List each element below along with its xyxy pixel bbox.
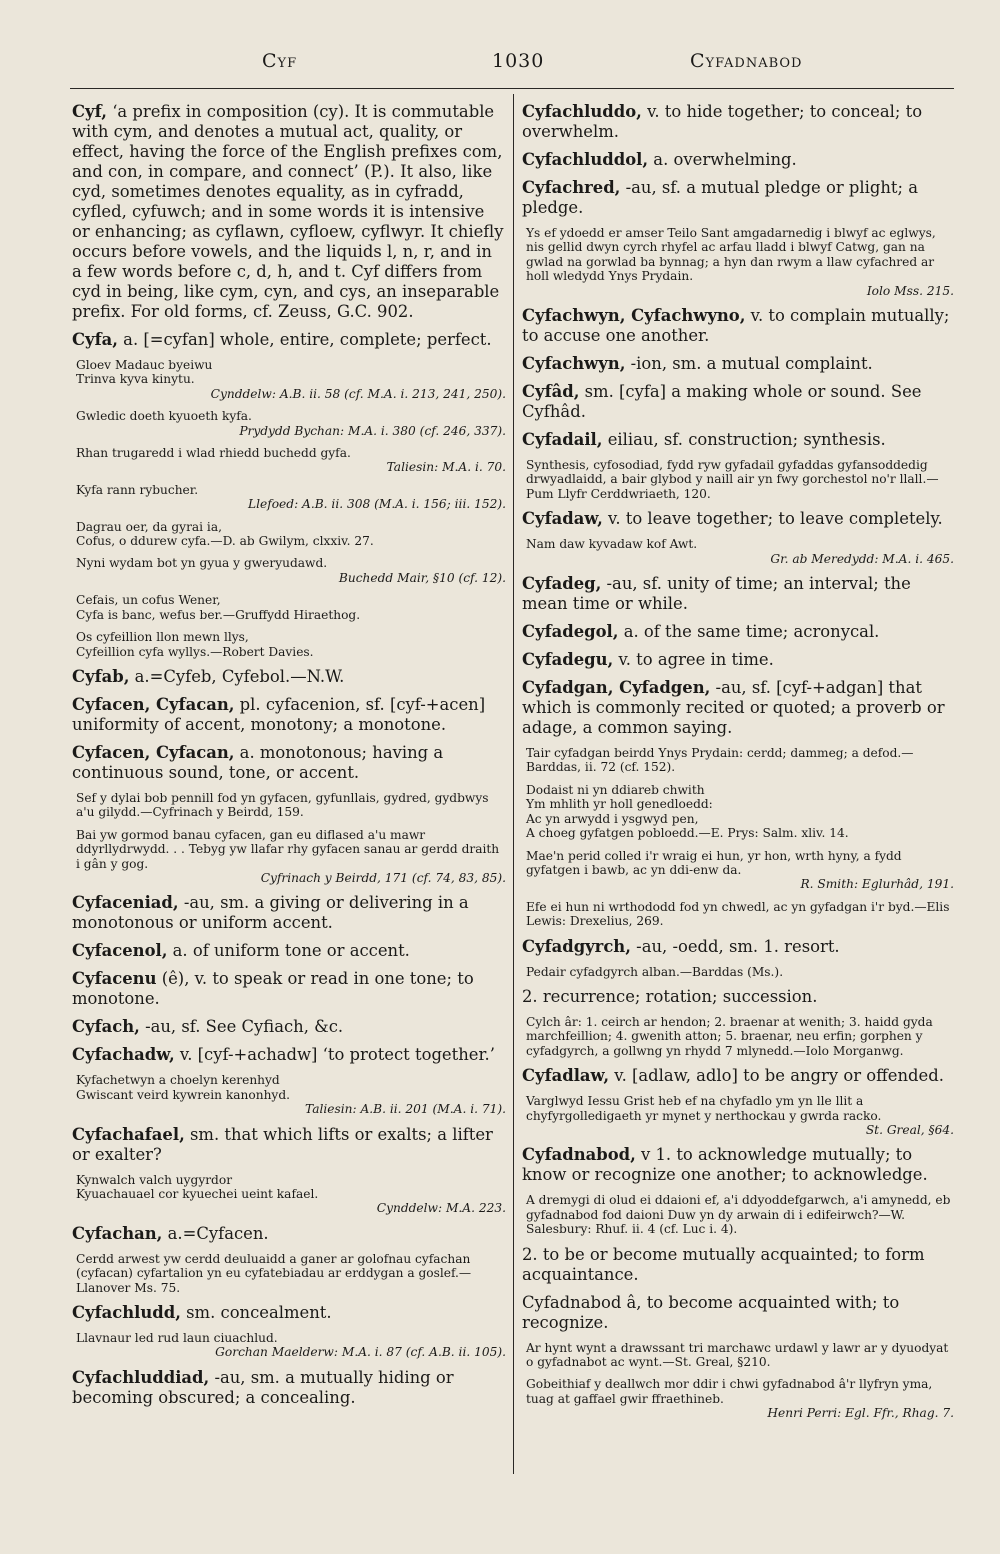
dictionary-entry: [522, 430, 954, 450]
quote-line: Gobeithiaf y deallwch mor ddir i chwi gyfadnabod â'r llyfryn yma, tuag at gaffael gwir ffraethineb.: [526, 1377, 933, 1406]
dictionary-entry: [72, 1017, 506, 1037]
quote-line: Cyfa is banc, wefus ber.—Gruffydd Hiraethog.: [76, 607, 361, 622]
entry-headword: Cyfachafael,: [72, 1124, 185, 1144]
dictionary-entry: [522, 354, 954, 374]
entry-definition: 2. recurrence; rotation; succession.: [522, 986, 818, 1006]
citation-source: Gorchan Maelderw: M.A. i. 87 (cf. A.B. ii. 105).: [215, 1345, 506, 1360]
entry-definition: v. to leave together; to leave completely.: [608, 509, 943, 529]
entry-headword: Cyfaceniad,: [72, 893, 179, 913]
page-number: 1030: [492, 50, 545, 72]
entry-definition: -au, sf. a mutual pledge or plight; a pledge.: [522, 178, 918, 217]
quote-line: Kyfachetwyn a choelyn kerenhyd: [76, 1073, 280, 1088]
citation-quote: [72, 556, 506, 585]
entry-headword: Cyfadaw,: [522, 509, 603, 529]
citation-quote: [522, 1193, 954, 1236]
quote-line: Dagrau oer, da gyrai ia,: [76, 519, 222, 534]
entry-headword: Cyfadnabod,: [522, 1145, 636, 1165]
dictionary-entry: [522, 1066, 954, 1086]
entry-definition: a. monotonous; having a continuous sound, tone, or accent.: [72, 742, 444, 782]
quote-line: Cefais, un cofus Wener,: [76, 593, 221, 608]
citation-source: Cyfrinach y Beirdd, 171 (cf. 74, 83, 85).: [260, 870, 506, 885]
citation-quote: [72, 409, 506, 438]
dictionary-entry: [72, 1125, 506, 1165]
quote-line: Kynwalch valch uygyrdor: [76, 1172, 233, 1187]
entry-headword: Cyfab,: [72, 666, 130, 686]
citation-quote: [522, 849, 954, 892]
running-head-left: Cyf: [262, 50, 298, 72]
entry-definition: -au, sm. a mutually hiding or becoming obscured; a concealing.: [72, 1367, 454, 1407]
citation-quote: [522, 537, 954, 566]
left-column: [72, 102, 506, 1416]
entry-definition: pl. cyfacenion, sf. [cyf-+acen] uniformity of accent, monotony; a monotone.: [72, 694, 486, 734]
quote-line: Llavnaur led rud laun ciuachlud.: [76, 1331, 278, 1345]
entry-definition: v. to hide together; to conceal; to overwhelm.: [522, 102, 923, 141]
entry-headword: Cyfacenu: [72, 969, 157, 989]
dictionary-entry: [72, 102, 506, 322]
citation-source: Henri Perri: Egl. Ffr., Rhag. 7.: [767, 1406, 954, 1421]
citation-quote: [522, 965, 954, 979]
dictionary-entry: [522, 574, 954, 614]
dictionary-entry: [72, 1368, 506, 1408]
quote-line: Trinva kyva kinytu.: [76, 372, 195, 387]
quote-line: Cofus, o ddurew cyfa.—D. ab Gwilym, clxxiv. 27.: [76, 534, 374, 549]
quote-line: Mae'n perid colled i'r wraig ei hun, yr hon, wrth hyny, a fydd gyfatgen i bawb, ac yn ddi-enw da.: [526, 848, 902, 877]
entry-definition: sm. that which lifts or exalts; a lifter or exalter?: [72, 1124, 493, 1164]
quote-line: Cylch âr: 1. ceirch ar hendon; 2. braenar at wenith; 3. haidd gyda marchfeillion; 4. gwenith atton; 5. braenar, neu erfin; gorphen y cyfadgyrch, a gollwng yn rhydd 7 mlynedd.—Iolo Morganwg.: [526, 1014, 933, 1058]
entry-definition: a. overwhelming.: [653, 150, 797, 169]
entry-definition: a.=Cyfeb, Cyfebol.—N.W.: [134, 666, 345, 686]
quote-line: Sef y dylai bob pennill fod yn gyfacen, gyfunllais, gydred, gydbwys a'u gilydd.—Cyfrinach y Beirdd, 159.: [76, 790, 489, 820]
entry-headword: Cyfacen, Cyfacan,: [72, 694, 235, 714]
quote-line: Os cyfeillion llon mewn llys,: [76, 630, 249, 645]
dictionary-entry: [522, 1145, 954, 1185]
citation-quote: [72, 791, 506, 820]
quote-line: Dodaist ni yn ddiareb chwith: [526, 782, 705, 797]
dictionary-entry: [522, 178, 954, 218]
entry-definition: 2. to be or become mutually acquainted; to form acquaintance.: [522, 1244, 925, 1284]
dictionary-entry: [522, 937, 954, 957]
quote-line: Cyfeillion cyfa wyllys.—Robert Davies.: [76, 644, 314, 659]
dictionary-entry: [522, 1245, 954, 1285]
citation-quote: [522, 1377, 954, 1420]
running-head-right: Cyfadnabod: [690, 50, 803, 72]
entry-headword: Cyfachluddol,: [522, 150, 649, 169]
dictionary-entry: [72, 1045, 506, 1065]
entry-definition: (ê), v. to speak or read in one tone; to monotone.: [72, 969, 474, 1009]
entry-definition: v. [adlaw, adlo] to be angry or offended.: [614, 1066, 944, 1086]
quote-line: Ym mhlith yr holl genedloedd:: [526, 797, 713, 812]
citation-quote: [72, 1173, 506, 1216]
citation-source: St. Greal, §64.: [865, 1122, 954, 1137]
entry-definition: a.=Cyfacen.: [167, 1223, 269, 1243]
citation-source: R. Smith: Eglurhâd, 191.: [800, 877, 954, 892]
citation-source: Cynddelw: M.A. 223.: [376, 1201, 506, 1216]
citation-quote: [72, 483, 506, 512]
entry-definition: a. of the same time; acronycal.: [623, 622, 880, 642]
citation-quote: [72, 358, 506, 401]
dictionary-entry: [72, 893, 506, 933]
entry-headword: Cyfacen, Cyfacan,: [72, 742, 235, 762]
citation-source: Gr. ab Meredydd: M.A. i. 465.: [770, 551, 954, 566]
entry-headword: Cyfachludd,: [72, 1303, 181, 1322]
entry-headword: Cyfachluddiad,: [72, 1367, 210, 1387]
entry-headword: Cyfachadw,: [72, 1045, 175, 1065]
quote-line: Rhan trugaredd i wlad rhiedd buchedd gyfa.: [76, 446, 351, 461]
citation-quote: [72, 630, 506, 659]
dictionary-entry: [522, 1293, 954, 1333]
dictionary-entry: [72, 1303, 506, 1323]
citation-quote: [522, 900, 954, 929]
citation-quote: [522, 1341, 954, 1370]
dictionary-entry: [72, 941, 506, 961]
entry-definition: v 1. to acknowledge mutually; to know or recognize one another; to acknowledge.: [522, 1145, 928, 1185]
quote-line: Tair cyfadgan beirdd Ynys Prydain: cerdd; dammeg; a defod.—Barddas, ii. 72 (cf. 152).: [526, 746, 914, 775]
entry-definition: a. of uniform tone or accent.: [172, 941, 410, 961]
entry-definition: a. [=cyfan] whole, entire, complete; perfect.: [123, 330, 492, 349]
citation-quote: [72, 828, 506, 886]
citation-quote: [522, 1094, 954, 1137]
dictionary-entry: [522, 150, 954, 170]
entry-headword: Cyfadegu,: [522, 650, 614, 670]
entry-headword: Cyfadail,: [522, 430, 603, 450]
entry-definition: sm. concealment.: [186, 1303, 332, 1322]
dictionary-entry: [72, 330, 506, 350]
citation-quote: [72, 1073, 506, 1116]
entry-headword: Cyf,: [72, 102, 107, 121]
quote-line: Bai yw gormod banau cyfacen, gan eu diflased a'u mawr ddyrllydrwydd. . . Tebyg yw llafar rhy gyfacen sanau ar gerdd draith i gân y gog.: [76, 827, 500, 871]
quote-line: Ac yn arwydd i ysgwyd pen,: [526, 811, 699, 826]
entry-definition: v. to agree in time.: [618, 650, 774, 670]
citation-quote: [72, 1331, 506, 1360]
quote-line: A choeg gyfatgen pobloedd.—E. Prys: Salm. xliv. 14.: [526, 826, 849, 841]
entry-definition: eiliau, sf. construction; synthesis.: [607, 430, 886, 450]
quote-line: Kyuachauael cor kyuechei ueint kafael.: [76, 1186, 319, 1201]
entry-definition: ‘a prefix in composition (cy). It is commutable with cym, and denotes a mutual act, quality, or effect, having the force of the English prefixes com, and con, in compare, and connect’ (P.). It also, like cyd, sometimes denotes equality, as in cyfradd, cyfled, cyfuwch; and in some words it is intensive or enhancing; as cyflawn, cyfloew, cyflwyr. It chiefly occurs before vowels, and the liquids l, n, r, and in a few words before c, d, h, and t. Cyf differs from cyd in being, like cym, cyn, and cys, an inseparable prefix. For old forms, cf. Zeuss, G.C. 902.: [72, 102, 504, 321]
dictionary-entry: [72, 695, 506, 735]
entry-definition: -au, sm. a giving or delivering in a monotonous or uniform accent.: [72, 893, 469, 933]
citation-source: Prydydd Bychan: M.A. i. 380 (cf. 246, 337).: [239, 423, 506, 438]
entry-definition: Cyfadnabod â, to become acquainted with; to recognize.: [522, 1292, 900, 1332]
entry-definition: sm. [cyfa] a making whole or sound. See Cyfhâd.: [522, 382, 922, 422]
entry-definition: -au, sf. See Cyfiach, &c.: [145, 1017, 344, 1037]
dictionary-entry: [72, 1224, 506, 1244]
dictionary-entry: [522, 987, 954, 1007]
entry-headword: Cyfadgyrch,: [522, 936, 631, 956]
citation-quote: [72, 446, 506, 475]
quote-line: Nam daw kyvadaw kof Awt.: [526, 537, 698, 552]
dictionary-entry: [522, 678, 954, 738]
citation-source: Taliesin: A.B. ii. 201 (M.A. i. 71).: [305, 1102, 506, 1117]
citation-quote: [72, 520, 506, 549]
citation-source: Llefoed: A.B. ii. 308 (M.A. i. 156; iii. 152).: [248, 497, 506, 512]
quote-line: Pedair cyfadgyrch alban.—Barddas (Ms.).: [526, 964, 784, 979]
dictionary-entry: [72, 743, 506, 783]
dictionary-entry: [522, 306, 954, 346]
entry-headword: Cyfa,: [72, 330, 118, 349]
citation-source: Buchedd Mair, §10 (cf. 12).: [338, 570, 506, 585]
entry-headword: Cyfacenol,: [72, 941, 168, 961]
entry-headword: Cyfachan,: [72, 1223, 163, 1243]
column-divider: [513, 94, 514, 1474]
citation-quote: [72, 593, 506, 622]
quote-line: Gwiscant veird kywrein kanonhyd.: [76, 1087, 290, 1102]
citation-quote: [72, 1252, 506, 1295]
quote-line: A dremygi di olud ei ddaioni ef, a'i ddyoddefgarwch, a'i amynedd, eb gyfadnabod fod daioni Duw yn dy arwain di i edifeirwch?—W. Salesbury: Rhuf. ii. 4 (cf. Luc i. 4).: [526, 1193, 951, 1237]
quote-line: Gloev Madauc byeiwu: [76, 358, 213, 372]
entry-headword: Cyfachwyn, Cyfachwyno,: [522, 306, 746, 326]
entry-definition: v. [cyf-+achadw] ‘to protect together.’: [179, 1045, 495, 1065]
quote-line: Varglwyd Iessu Grist heb ef na chyfadlo ym yn lle llit a chyfyrgolledigaeth yr mynet y nerthockau y gwrda racko.: [526, 1094, 882, 1123]
quote-line: Ys ef ydoedd er amser Teilo Sant amgadarnedig i blwyf ac eglwys, nis gellid dwyn cyrch rhyfel ac arfau lladd i blwyf Catwg, gan na gwlad na gorwlad ba bynnag; a hyn dan rwym a llaw cyfachred ar holl wledydd Ynys Prydain.: [526, 226, 936, 284]
right-column: [522, 102, 954, 1429]
citation-source: Taliesin: M.A. i. 70.: [386, 460, 506, 475]
citation-quote: [522, 226, 954, 298]
quote-line: Nyni wydam bot yn gyua y gweryudawd.: [76, 556, 328, 571]
dictionary-entry: [522, 102, 954, 142]
entry-headword: Cyfach,: [72, 1017, 140, 1037]
entry-headword: Cyfachwyn,: [522, 354, 626, 374]
header-rule: [70, 88, 954, 89]
citation-quote: [522, 783, 954, 841]
entry-headword: Cyfachluddo,: [522, 102, 642, 121]
citation-quote: [522, 1015, 954, 1058]
citation-quote: [522, 746, 954, 775]
dictionary-entry: [522, 382, 954, 422]
dictionary-entry: [522, 622, 954, 642]
entry-headword: Cyfadlaw,: [522, 1066, 610, 1086]
entry-headword: Cyfâd,: [522, 382, 580, 402]
dictionary-entry: [72, 667, 506, 687]
entry-headword: Cyfadeg,: [522, 574, 602, 594]
quote-line: Ar hynt wynt a drawssant tri marchawc urdawl y lawr ar y dyuodyat o gyfadnabot ac wynt.—St. Greal, §210.: [526, 1340, 949, 1369]
entry-definition: -au, sf. unity of time; an interval; the mean time or while.: [522, 574, 911, 614]
quote-line: Efe ei hun ni wrthododd fod yn chwedl, ac yn gyfadgan i'r byd.—Elis Lewis: Drexelius, 269.: [526, 899, 950, 929]
entry-definition: v. to complain mutually; to accuse one another.: [522, 306, 950, 346]
entry-definition: -au, -oedd, sm. 1. resort.: [636, 936, 840, 956]
quote-line: Gwledic doeth kyuoeth kyfa.: [76, 409, 252, 424]
dictionary-entry: [72, 969, 506, 1009]
entry-headword: Cyfadgan, Cyfadgen,: [522, 678, 711, 698]
quote-line: Cerdd arwest yw cerdd deuluaidd a ganer ar golofnau cyfachan (cyfacan) cyfartalion yn eu cyfatebiadau ar erddygan a goslef.—Llanover Ms. 75.: [76, 1251, 472, 1295]
citation-source: Iolo Mss. 215.: [866, 283, 954, 298]
quote-line: Synthesis, cyfosodiad, fydd ryw gyfadail gyfaddas gyfansoddedig drwyadlaidd, a bair glybod y naill air yn fwy gorchestol no'r llall.—Pum Llyfr Cerddwriaeth, 120.: [526, 458, 939, 501]
entry-headword: Cyfachred,: [522, 178, 621, 197]
entry-headword: Cyfadegol,: [522, 622, 619, 642]
dictionary-entry: [522, 509, 954, 529]
citation-quote: [522, 458, 954, 501]
entry-definition: -ion, sm. a mutual complaint.: [630, 354, 873, 374]
quote-line: Kyfa rann rybucher.: [76, 482, 199, 497]
citation-source: Cynddelw: A.B. ii. 58 (cf. M.A. i. 213, 241, 250).: [210, 386, 506, 401]
entry-definition: -au, sf. [cyf-+adgan] that which is commonly recited or quoted; a proverb or adage, a common saying.: [522, 678, 945, 738]
dictionary-entry: [522, 650, 954, 670]
